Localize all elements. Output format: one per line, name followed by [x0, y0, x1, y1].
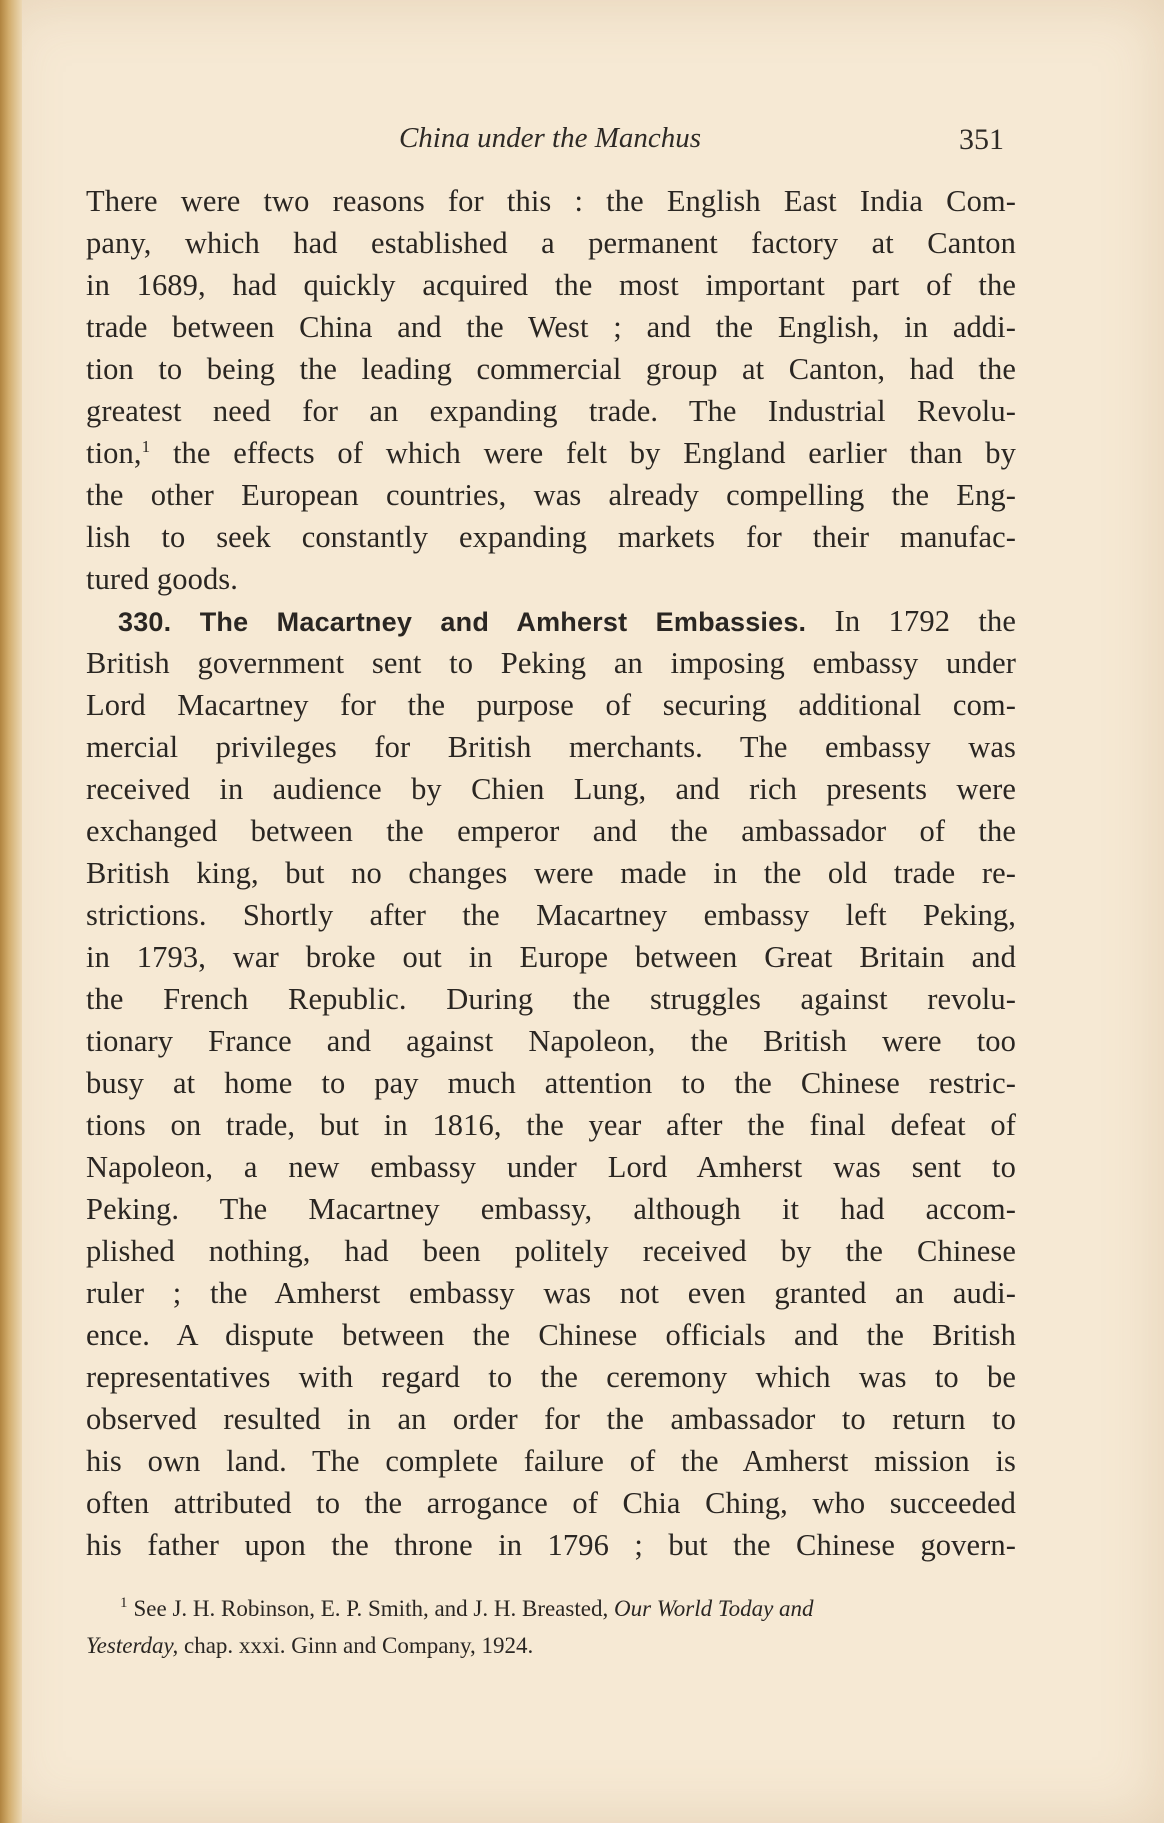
text-line: strictions. Shortly after the Macartney embassy left Peking, — [86, 898, 1016, 932]
footnote-text: See J. H. Robinson, E. P. Smith, and J. H. Breasted, — [133, 1596, 614, 1621]
footnote — [86, 1590, 1016, 1664]
footnote-text: chap. xxxi. Ginn and Company, 1924. — [178, 1633, 534, 1658]
text-segment: tion, — [86, 436, 142, 470]
text-line: There were two reasons for this : the English East India Com- — [86, 184, 1016, 218]
running-title: China under the Manchus — [398, 122, 702, 154]
text-line: greatest need for an expanding trade. The Industrial Revolu- — [86, 394, 1016, 428]
text-line: tions on trade, but in 1816, the year after the final defeat of — [86, 1108, 1016, 1142]
text-line: busy at home to pay much attention to the Chinese restric- — [86, 1066, 1016, 1100]
text-line: his father upon the throne in 1796 ; but the Chinese govern- — [86, 1528, 1016, 1562]
footnote-book-title: Our World Today and — [613, 1596, 814, 1621]
text-line-with-footnote-ref — [86, 432, 1016, 474]
text-line: British government sent to Peking an imposing embassy under — [86, 646, 1016, 680]
section-heading: 330. The Macartney and Amherst Embassies. — [118, 607, 807, 637]
text-line: British king, but no changes were made in the old trade re- — [86, 856, 1016, 890]
text-line: received in audience by Chien Lung, and rich presents were — [86, 772, 1016, 806]
body-text — [86, 180, 1016, 1566]
text-line: representatives with regard to the ceremony which was to be — [86, 1360, 1016, 1394]
text-segment: the effects of which were felt by England earlier than by — [150, 436, 1016, 470]
text-line: Lord Macartney for the purpose of securing additional com- — [86, 688, 1016, 722]
text-line: in 1793, war broke out in Europe between Great Britain and — [86, 940, 1016, 974]
footnote-reference: 1 — [141, 436, 151, 456]
running-head — [0, 118, 1164, 158]
text-line: Napoleon, a new embassy under Lord Amherst was sent to — [86, 1150, 1016, 1184]
text-line: ence. A dispute between the Chinese officials and the British — [86, 1318, 1016, 1352]
footnote-line — [86, 1590, 1016, 1627]
text-line: tured goods. — [86, 562, 238, 596]
text-line: lish to seek constantly expanding markets for their manufac- — [86, 520, 1016, 554]
text-line: pany, which had established a permanent factory at Canton — [86, 226, 1016, 260]
text-line: in 1689, had quickly acquired the most important part of the — [86, 268, 1016, 302]
footnote-mark: 1 — [120, 1595, 128, 1612]
text-line: often attributed to the arrogance of Chia Ching, who succeeded — [86, 1486, 1016, 1520]
footnote-line — [86, 1627, 1016, 1664]
text-line: mercial privileges for British merchants. The embassy was — [86, 730, 1016, 764]
text-line: Peking. The Macartney embassy, although it had accom- — [86, 1192, 1016, 1226]
text-line: trade between China and the West ; and the English, in addi- — [86, 310, 1016, 344]
text-line: tion to being the leading commercial group at Canton, had the — [86, 352, 1016, 386]
page-binding-edge — [0, 0, 22, 1823]
text-line: the other European countries, was already compelling the Eng- — [86, 478, 1016, 512]
section-first-line — [86, 600, 1016, 642]
text-line: tionary France and against Napoleon, the British were too — [86, 1024, 1016, 1058]
text-line: exchanged between the emperor and the ambassador of the — [86, 814, 1016, 848]
text-line: plished nothing, had been politely received by the Chinese — [86, 1234, 1016, 1268]
text-line: observed resulted in an order for the ambassador to return to — [86, 1402, 1016, 1436]
text-line: his own land. The complete failure of the Amherst mission is — [86, 1444, 1016, 1478]
text-line: the French Republic. During the struggles against revolu- — [86, 982, 1016, 1016]
page-number: 351 — [959, 123, 1004, 156]
footnote-book-title: Yesterday, — [86, 1633, 179, 1658]
text-line: ruler ; the Amherst embassy was not even granted an audi- — [86, 1276, 1016, 1310]
text-segment: In 1792 the — [806, 604, 1016, 638]
